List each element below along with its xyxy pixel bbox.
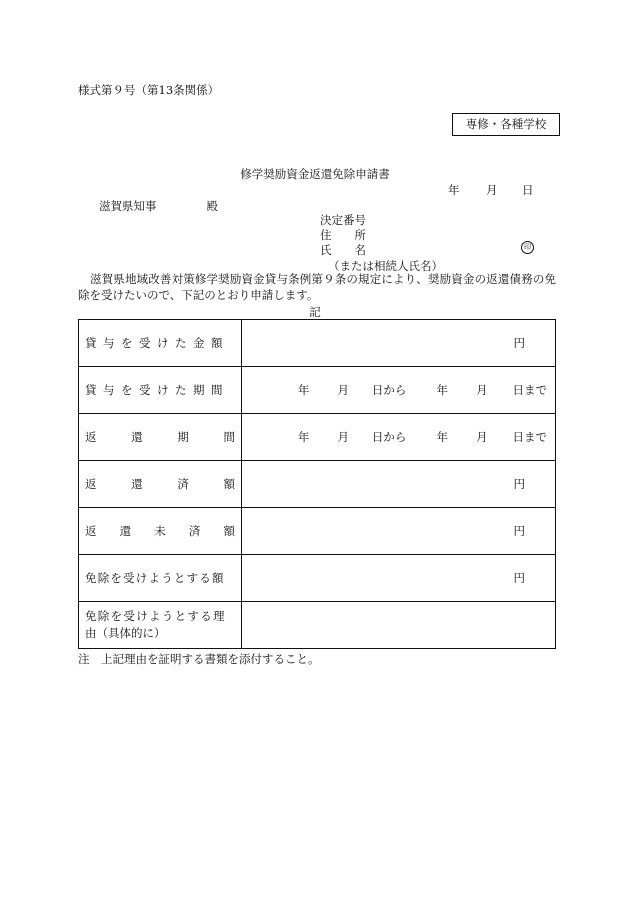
seal-icon: 印 (521, 241, 534, 254)
label-text: 貸与を受けた期間 (85, 383, 229, 397)
form-number: 様式第９号（第13条関係） (78, 83, 220, 97)
yen-unit: 円 (513, 336, 525, 350)
yen-unit: 円 (513, 571, 525, 585)
justified-label (85, 476, 235, 492)
addressee (99, 198, 218, 214)
label-char: 返 (85, 477, 97, 491)
label-char: 返 (85, 430, 97, 444)
from-unit: 日から (371, 383, 407, 397)
table-row (79, 461, 556, 508)
label-text: 免除を受けようとする額 (85, 571, 225, 585)
label-char: 還 (131, 477, 143, 491)
label-char: 期 (177, 430, 189, 444)
label-line: 免除を受けようとする理 (85, 609, 226, 623)
exempt-amount-label (79, 555, 242, 602)
label-char: 還 (119, 524, 132, 538)
label-char: 済 (177, 477, 189, 491)
exempt-reason-field[interactable] (242, 602, 556, 649)
label-char: 還 (131, 430, 143, 444)
date-row (448, 182, 534, 198)
ki-heading: 記 (309, 305, 321, 319)
period-row (248, 382, 547, 398)
decision-number-label: 決定番号 (320, 213, 366, 227)
addressee-honorific: 殿 (206, 199, 218, 213)
month-unit: 月 (476, 430, 488, 444)
footnote: 注 上記理由を証明する書類を添付すること。 (78, 652, 320, 666)
repaid-amount-label (79, 461, 242, 508)
document-title: 修学奨励資金返還免除申請書 (240, 167, 390, 181)
period-row (248, 429, 547, 445)
date-month: 月 (486, 183, 498, 197)
month-unit: 月 (476, 383, 488, 397)
loan-amount-label (79, 320, 242, 367)
loan-amount-field[interactable] (242, 320, 556, 367)
table-row (79, 602, 556, 649)
unpaid-amount-label (79, 508, 242, 555)
label-line: 由（具体的に） (85, 626, 166, 640)
details-table (78, 319, 556, 649)
repaid-amount-field[interactable] (242, 461, 556, 508)
exempt-reason-label (79, 602, 242, 649)
exempt-amount-field[interactable] (242, 555, 556, 602)
label-char: 額 (223, 524, 235, 538)
table-row (79, 414, 556, 461)
yen-unit: 円 (513, 524, 525, 538)
to-unit: 日まで (512, 430, 547, 444)
date-day: 日 (522, 183, 534, 197)
year-unit: 年 (297, 430, 310, 444)
label-text: 貸与を受けた金額 (85, 336, 229, 350)
yen-unit: 円 (513, 477, 525, 491)
label-char: 返 (85, 524, 97, 538)
table-row (79, 367, 556, 414)
repay-period-label (79, 414, 242, 461)
repay-period-field[interactable] (242, 414, 556, 461)
year-unit: 年 (436, 430, 448, 444)
date-year: 年 (448, 183, 460, 197)
justified-label (85, 429, 235, 445)
loan-period-label (79, 367, 242, 414)
body-text: 滋賀県地域改善対策修学奨励資金貸与条例第９条の規定により、奨励資金の返還債務の免除を受けたいので、下記のとおり申請します。 (78, 272, 556, 302)
from-unit: 日から (371, 430, 407, 444)
justified-label (85, 523, 235, 539)
address-label: 住 所 (320, 228, 366, 242)
label-char: 額 (223, 477, 235, 491)
heir-note: （または相続人氏名） (328, 259, 443, 273)
year-unit: 年 (436, 383, 448, 397)
month-unit: 月 (337, 383, 349, 397)
loan-period-field[interactable] (242, 367, 556, 414)
label-char: 済 (188, 524, 201, 538)
to-unit: 日まで (512, 383, 547, 397)
unpaid-amount-field[interactable] (242, 508, 556, 555)
month-unit: 月 (337, 430, 349, 444)
name-label: 氏 名 (320, 243, 366, 257)
table-row (79, 320, 556, 367)
school-type-box: 専修・各種学校 (452, 113, 560, 136)
table-row (79, 508, 556, 555)
addressee-name: 滋賀県知事 (99, 199, 157, 213)
label-char: 未 (154, 524, 166, 538)
table-row (79, 555, 556, 602)
label-char: 間 (223, 430, 235, 444)
year-unit: 年 (297, 383, 310, 397)
justified-label (85, 335, 235, 351)
